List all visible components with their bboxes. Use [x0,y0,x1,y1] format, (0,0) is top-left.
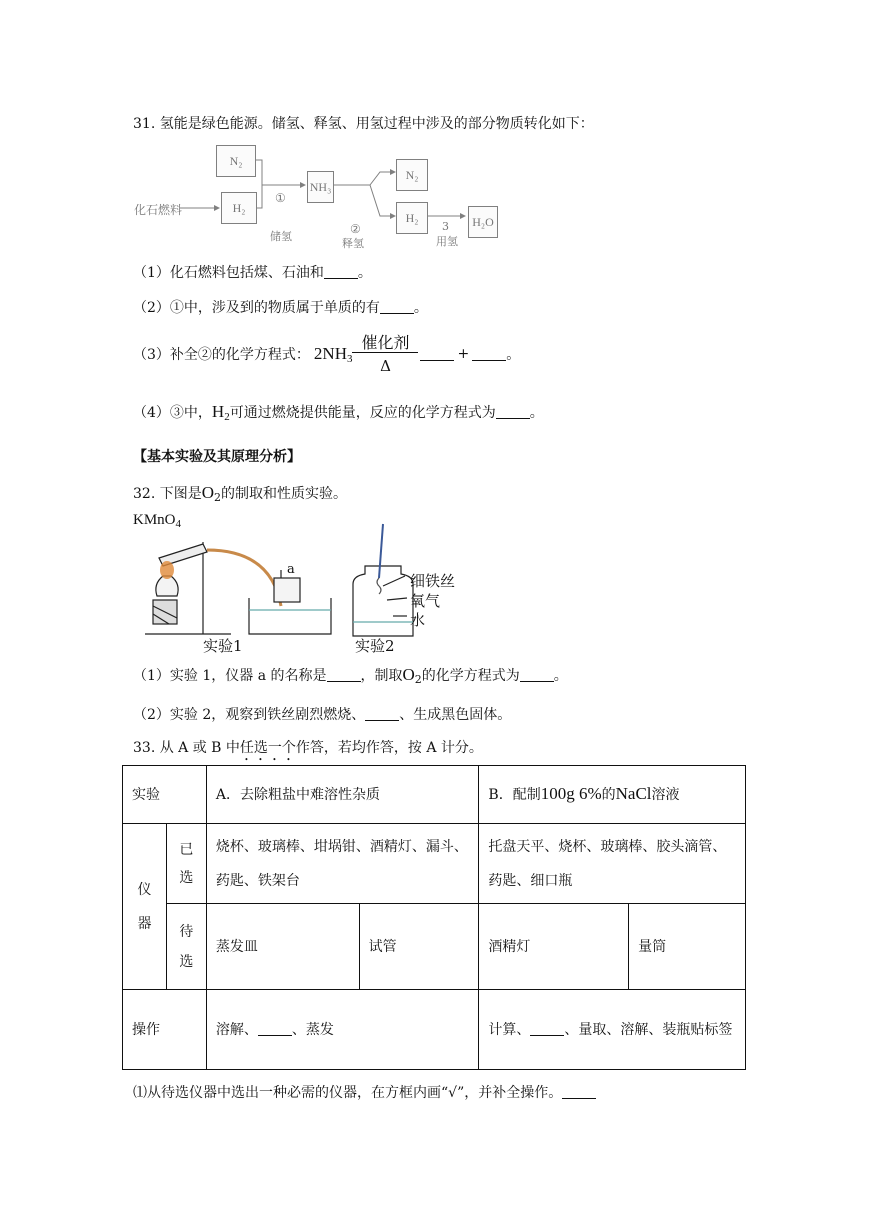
water-label: 水 [410,611,426,629]
instrument-table [122,765,746,1070]
answer-blank [420,348,454,361]
experiment1-caption: 实验1 [203,637,243,655]
hydrogen-conversion-diagram [132,140,500,250]
q31-stem: 31. 氢能是绿色能源。储氢、释氢、用氢过程中涉及的部分物质转化如下： [133,116,594,132]
answer-blank [530,1023,564,1036]
header-experiment: 实验 [123,766,207,824]
answer-blank [365,708,399,721]
pending-option-alcohol-lamp[interactable]: 酒精灯 [479,904,629,990]
answer-blank [520,669,554,682]
section-heading: 【基本实验及其原理分析】 [133,449,301,465]
pending-label: 待选 [166,904,206,990]
h2-box-left: H₂ [221,192,257,224]
q32-part1: （1）实验 1，仪器 a 的名称是 ，制取$O_2$的化学方程式为 。 [133,665,568,686]
selected-instruments-a: 烧杯、玻璃棒、坩埚钳、酒精灯、漏斗、药匙、铁架台 [206,824,479,904]
stage-release-label: 释氢 [342,237,364,250]
instrument-label: 仪器 [123,824,167,990]
equation-condition [352,334,418,375]
q32-part2: （2）实验 2，观察到铁丝剧烈燃烧、 、生成黑色固体。 [133,707,512,723]
q31-part4: （4）③中，$H_2$可通过燃烧提供能量，反应的化学方程式为 。 [133,402,544,423]
pending-option-measuring-cylinder[interactable]: 量筒 [629,904,746,990]
q31-part1: （1）化石燃料包括煤、石油和 。 [133,265,372,281]
kmno4-label: KMnO$_4$ [133,512,182,530]
q31-part3: （3）补全②的化学方程式： $2NH_3$ $\frac{\text{催化剂}}{\Delta}$ + 。 [133,332,521,375]
operation-label: 操作 [123,990,207,1070]
fossil-fuel-label: 化石燃料 [134,203,183,217]
h2-box-right: H₂ [396,202,428,234]
q33-stem: 33. 从 A 或 B 中任选一个作答，若均作答，按 A 计分。 [133,740,483,756]
experiment2-caption: 实验2 [355,637,395,655]
oxygen-label: 氧气 [410,592,441,610]
step1-label: ① [275,191,286,205]
answer-blank [496,406,530,419]
heat-symbol: Δ [380,356,391,375]
selected-label: 已选 [166,824,206,904]
answer-blank [472,348,506,361]
answer-blank [562,1086,596,1099]
step3-label: 3 [442,220,449,233]
experiment-figure [131,512,456,656]
selected-instruments-b: 托盘天平、烧杯、玻璃棒、胶头滴管、药匙、细口瓶 [479,824,746,904]
stage-use-label: 用氢 [436,235,458,248]
apparatus-a-label: a [287,562,295,577]
operation-b: 计算、 、量取、溶解、装瓶贴标签 [479,990,746,1070]
answer-blank [258,1023,292,1036]
operation-a: 溶解、 、蒸发 [206,990,479,1070]
step2-label: ② [350,222,361,236]
h2o-box: H₂O [468,206,498,238]
answer-blank [324,266,358,279]
iron-wire-label: 细铁丝 [410,572,456,590]
n2-box-left: N₂ [216,145,256,177]
q33-note: ⑴从待选仪器中选出一种必需的仪器，在方框内画“√”，并补全操作。 [133,1082,596,1102]
catalyst-label: 催化剂 [361,332,410,352]
nh3-box: NH₃ [307,171,334,203]
pending-option-evaporating-dish[interactable]: 蒸发皿 [206,904,359,990]
q31-part2: （2）①中，涉及到的物质属于单质的有 。 [133,300,428,316]
equation-reactant: $2NH_3$ [313,343,353,365]
header-option-b: B．配制100g 6%的NaCl溶液 [479,766,746,824]
q32-stem: 32. 下图是$O_2$的制取和性质实验。 [133,483,347,504]
answer-blank [327,669,361,682]
header-option-a: A．去除粗盐中难溶性杂质 [206,766,479,824]
pending-option-test-tube[interactable]: 试管 [359,904,479,990]
answer-blank [380,301,414,314]
n2-box-right: N₂ [396,159,428,191]
stage-storage-label: 储氢 [270,230,292,243]
